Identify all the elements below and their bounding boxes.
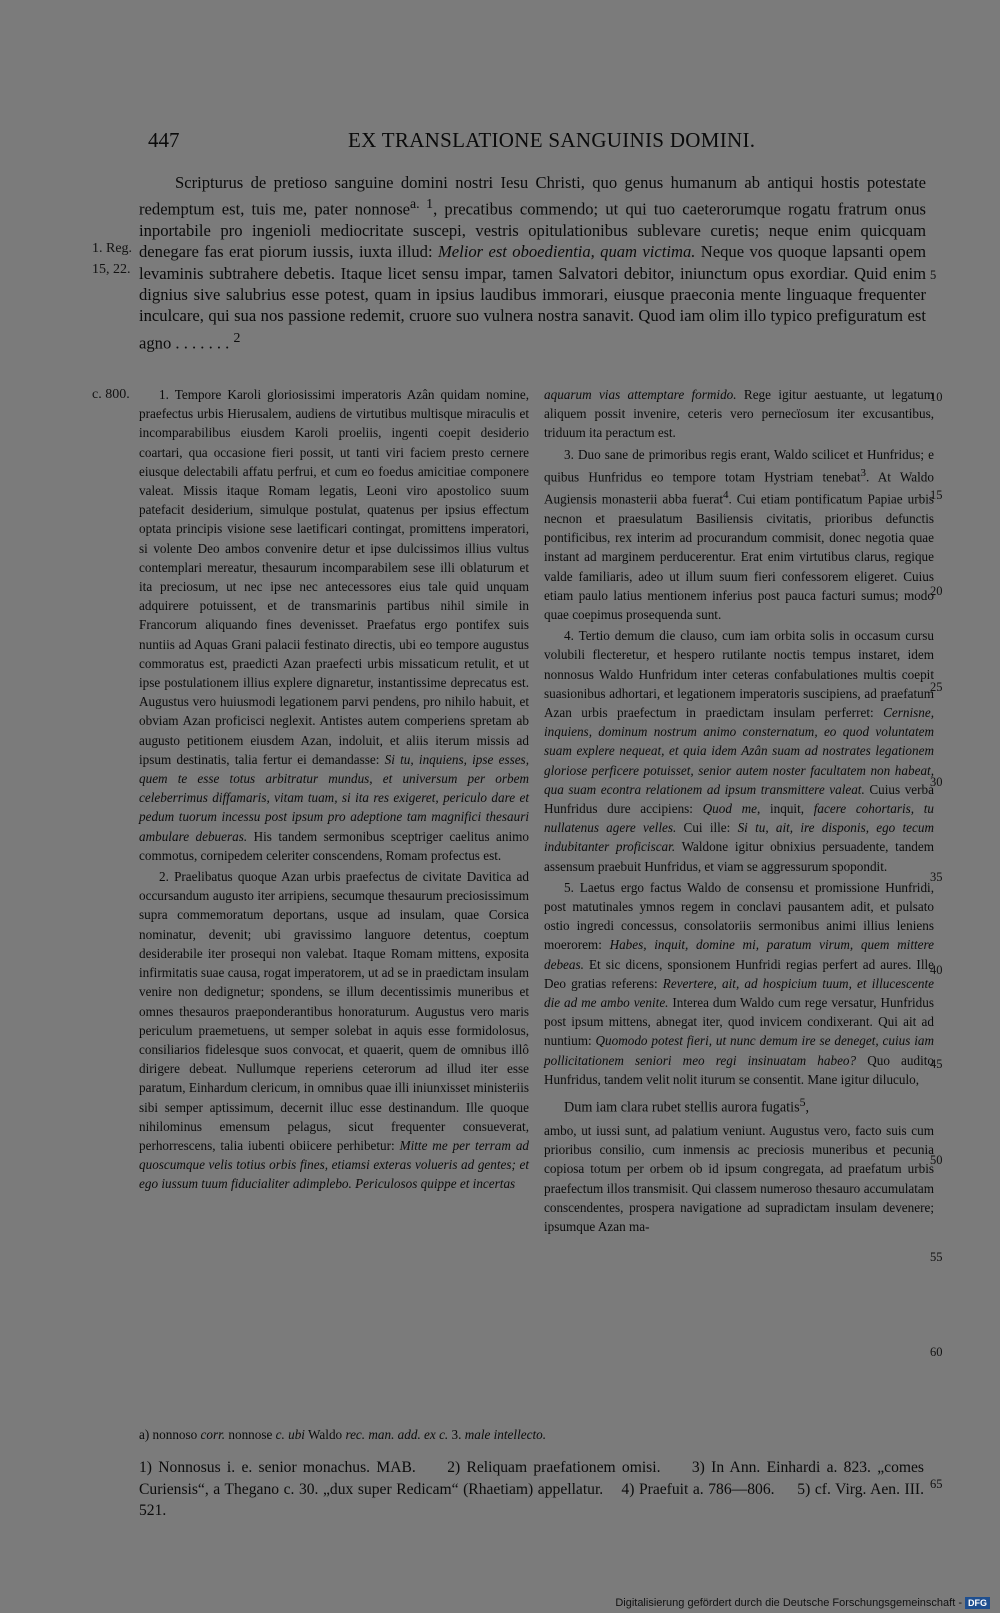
footnote-5: 5) cf. Virg. Aen. III. 521. xyxy=(139,1480,924,1519)
line-number: 25 xyxy=(930,680,943,694)
credit-text: Digitalisierung gefördert durch die Deutsche Forschungsgemeinschaft - xyxy=(615,1597,962,1609)
footnote-3: 3) In Ann. Einhardi a. 823. „comes Curiensis“, a Thegano c. 30. „dux super Redicam“ (Rhaetiam) appellatur. xyxy=(139,1459,924,1498)
margin-ref-verse: 15, 22. xyxy=(92,262,131,277)
line-number: 30 xyxy=(930,775,943,789)
note-abbrev: c. xyxy=(275,1427,285,1442)
chapter-text: Cuius verba Hunfridus dure accipiens: xyxy=(544,781,934,817)
chapter-number: 3. xyxy=(564,446,574,462)
line-number: 40 xyxy=(930,963,943,977)
footnote-ref-4[interactable]: 4 xyxy=(723,489,729,502)
chapter-text: Et sic dicens, sponsionem Hunfridi regias perfert ad aures. Ille Deo gratias referens: xyxy=(544,956,934,991)
note-text: 3. xyxy=(451,1427,462,1442)
chapter-quote: Quomodo potest fieri, ut nunc demum ire se deneget, cuius iam pollicitationem seniori meo regi insinuatam habeo? xyxy=(544,1033,934,1068)
verse-text: , xyxy=(805,1099,810,1116)
textual-note-a xyxy=(139,1427,919,1443)
footnote-1: 1) Nonnosus i. e. senior monachus. MAB. xyxy=(139,1459,416,1476)
chapter-quote: Revertere, ait, ad hospicium tuum, et illucescente die ad me ambo venite. xyxy=(544,975,934,1011)
chapter-number: 5. xyxy=(564,879,574,895)
chapter-text: His tandem sermonibus sceptriger caelitus animo commotus, cornipedem celeriter conscendens, Romam profectus est. xyxy=(139,828,530,863)
chapter-text: Cui ille: xyxy=(676,820,738,836)
chapter-text: , inquit, xyxy=(757,801,814,817)
line-number: 50 xyxy=(930,1153,943,1167)
line-number: 10 xyxy=(930,390,943,404)
chapter-quote: Quod me xyxy=(702,801,757,817)
chapter-quote: Si tu, inquiens, ipse esses, quem te esse totus arbitratur mundus, et universum per orbem celeberrimus diffamaris, vitam tuam, si ita res exigeret, periculo dare et pedum tuorum incessu post ipsum pro adeptione tam magnifici thesauri ambulare debueras. xyxy=(139,751,529,844)
footnote-2: 2) Reliquam praefationem omisi. xyxy=(447,1459,661,1476)
line-number: 45 xyxy=(930,1057,943,1071)
chapter-2-continued xyxy=(544,385,934,443)
note-text: nonnoso xyxy=(152,1427,198,1442)
chapter-text: . Cui etiam pontificatum Papiae urbis necnon et praesulatum Basiliensis civitatis, prioribus defunctis pontificibus, rex interim ad procurandum commisit, donec negotia quae instant ad marginem perducerentur. Erat enim virtutibus clarus, regique valde familiaris, adeo ut illum suum fieri confessorem eligeret. Cuius etiam paulo latius mentionem inferius post pauca facturi sumus; modo quae coepimus prosequenda sunt. xyxy=(544,491,934,623)
chapter-text: . At Waldo Augiensis monasterii abba fuerat xyxy=(544,469,934,507)
chapter-text: Waldone igitur obnixius persuadente, tandem assensum praebuit Hunfridus, et viam se aggressurum spopondit. xyxy=(544,839,934,874)
chapter-quote: Mitte me per terram ad quoscumque velis totius orbis fines, etiamsi exteras volueris ad gentes; et ego iussum tuum fiducialiter adimplebo. Periculosos quippe et incertas xyxy=(139,1137,530,1192)
chapter-text: Tempore Karoli gloriosissimi imperatoris Azân quidam nomine, praefectus urbis Hierusalem, audiens de virtutibus multisque miraculis et incomparabilibus eiusdem Karoli proeliis, ingenti coepit desiderio coartari, qua occasione fieri possit, ut tanti viri faciem presto cernere eiusque delectabili affatu perfrui, et cum eo foedus amicitiae componere valeat. Missis itaque Romam legatis, Leoni viro apostolico suum patefacit desiderium, simulque postulat, quatenus per ipsius effectum optata principis visione sese laetificari contingat, promittens imperatori, si volente Deo ambos convenire detur et ipse dulcissimos illius vultus contemplari mereatur, thesaurum incomparabilem sese illi oblaturum et ita preciosum, ut nec ipse nec antecessores eius tale quid unquam adquirere potuissent, et de transmarinis partibus nihil simile in Francorum aliquando fines devenisset. Praefatus ergo pontifex suis nuntiis ad Aquas Grani palacii festinato directis, ubi eo tempore augustus commoratus est, praedicti Azan praefecti urbis missaticum retulit, et ut ipse postulationem illius explere dignaretur, instantissime deprecatus est. Augustus vero huiusmodi legationem parvi pendens, pro nihilo habuit, et obviam Azan proficisci neglexit. Antistes autem comperiens spretam ab augusto petitionem eiusdem Azan, indoluit, et aliis iterum missis ad ipsum destinatis, talia fertur ei demandasse: xyxy=(139,387,530,767)
chapter-text: ambo, ut iussi sunt, ad palatium veniunt. Augustus vero, facto suis cum prioribus consilio, cum inmensis ac preciosis muneribus et pecunia copiosa totum per orbem ob id ipsum congregata, ad praefatum urbis praefectum illos transmisit. Qui classem numeroso thesauro accumulatam conscendentes, prospera navigatione ad supradictam insulam devenere; ipsumque Azan ma- xyxy=(544,1123,934,1235)
note-abbrev: ubi xyxy=(288,1427,305,1442)
footnote-ref-5[interactable]: 5 xyxy=(799,1095,806,1110)
note-text: Waldo xyxy=(308,1427,343,1442)
chapter-text: Interea dum Waldo cum rege versatur, Hunfridus post ipsum mittens, abnegat iter, quod invicem condixerant. Qui ait ad nuntium: xyxy=(544,995,934,1049)
margin-ref-book: 1. Reg. xyxy=(92,241,133,256)
chapter-text: Quo audito Hunfridus, tandem velit nolit iturum se consentit. Mane igitur diluculo, xyxy=(544,1052,934,1087)
line-number: 20 xyxy=(930,584,943,598)
chapter-3 xyxy=(544,445,934,625)
chapter-text: Laetus ergo factus Waldo de consensu et promissione Hunfridi, post matutinales ymnos regem in conclavi pausantem adit, et pulsato ostio ingredi concessus, consolatoriis sermonibus animi illius leniens moerorem: xyxy=(544,879,935,953)
chapter-text: Praelibatus quoque Azan urbis praefectus de civitate Davitica ad occursandum augusto iter arripiens, secumque thesaurum preciosissimum supra commemoratum deportans, usque ad insulam, quae Corsica nominatur, devenit; ubi gravissimo languore detentus, coeptum desiderabile iter prosequi non valebat. Itaque Romam mittens, exposita infirmitatis suae causa, rogat imperatorem, ut ad se in praedictam insulam venire non dedignetur; spondens, se illum decentissimis muneribus et omnes thesauros praeponderantibus honoraturum. Augustus vero maris periculum praemetuens, ut semper solebat in aquis esse formidolosus, consiliarios fidelesque suos convocat, et quaerit, quem de omnibus illô dirigere debeat. Nullumque reperiens ceterorum ad illud iter esse paratum, Einhardum clericum, in omnibus quae illi iniunxisset ministeriis sibi semper aptissimum, decernit illuc esse destinandum. Ille quoque nihilominus emensum pelagus, sicut frequenter consueverat, perhorrescens, talia iubenti obiicere perhibetur: xyxy=(139,869,529,1153)
footnote-ref-3[interactable]: 3 xyxy=(860,466,867,479)
chapter-quote: Habes, inquit, domine mi, paratum virum, quem mittere debeas. xyxy=(544,937,934,972)
preface-paragraph xyxy=(139,172,926,353)
chapter-number: 4. xyxy=(564,628,574,644)
chapter-number: 2. xyxy=(159,869,169,885)
left-column xyxy=(139,385,529,1194)
footnote-ref-a1[interactable]: a. 1 xyxy=(410,196,434,212)
chapter-text: Rege igitur aestuante, ut legatum aliquem possit invenire, ceteris vero pernecïosum iter excusantibus, triduum ita peractum est. xyxy=(544,387,934,441)
chapter-quote: facere cohortaris, tu nullatenus agere velles. xyxy=(544,801,935,836)
note-abbrev: corr. xyxy=(200,1427,226,1442)
line-number: 60 xyxy=(930,1345,943,1359)
verse-text: Dum iam clara rubet stellis aurora fugatis xyxy=(564,1099,800,1116)
chapter-number: 1. xyxy=(159,387,169,402)
chapter-5 xyxy=(544,878,934,1089)
note-label: a) xyxy=(139,1427,150,1442)
line-number: 35 xyxy=(930,870,943,884)
chapter-quote: aquarum vias attemptare formido. xyxy=(544,387,737,402)
note-abbrev: male intellecto. xyxy=(464,1427,546,1442)
chapter-text: Duo sane de primoribus regis erant, Waldo scilicet et Hunfridus; e quibus Hunfridus eo tempore totam Hystriam tenebat xyxy=(544,446,935,485)
preface-text-2: , precatibus commendo; ut qui tuo caeterorumque rogatu fratrum onus inportabile pro ingenioli mediocritate suscepi, vestris opitulationibus sublevare curetis; neque enim quicquam denegare fas erat piorum iussis, iuxta illud: xyxy=(139,199,926,262)
chapter-5-continued xyxy=(544,1121,934,1236)
verse-quotation xyxy=(544,1093,934,1118)
chapter-text: Tertio demum die clauso, cum iam orbita solis in occasum cursu volubili flecteretur, et hespero rutilante noctis tempus instaret, idem nonnosus Waldo Hunfridum inter ceteras confabulationes multis coepit suasionibus adhortari, et legationem imperatoris suscipiens, ad praefatum Azan urbis praefectum in praedictam insulam perferret: xyxy=(544,628,934,721)
footnotes xyxy=(139,1457,924,1522)
page-number: 447 xyxy=(148,128,180,152)
line-number: 55 xyxy=(930,1250,943,1264)
line-number: 65 xyxy=(930,1477,943,1491)
digitization-credit xyxy=(615,1597,990,1609)
dfg-logo-icon[interactable]: DFG xyxy=(965,1597,990,1609)
running-title: EX TRANSLATIONE SANGUINIS DOMINI. xyxy=(348,128,756,152)
preface-text-3: Neque vos quoque lapsanti opem levaminis subtrahere debetis. Itaque licet sensu impar, tamen Salvatori debitor, iniunctum opus exordiar. Quid enim dignius sive salubrius esse potest, quam in ipsius laudibus immorari, eiusque praeconia mente linguaque frequenter inculcare, qui sua nos passione redemit, cruore suo vulnera nostra sanavit. Quod iam olim illo typico prefiguratum est agno . . . . . . . xyxy=(139,242,926,353)
chapter-1 xyxy=(139,385,529,865)
note-abbrev: rec. man. add. ex c. xyxy=(345,1427,449,1442)
chapter-2 xyxy=(139,867,529,1193)
chapter-quote: Si tu, ait, ire disponis, ego tecum indubitanter proficiscar. xyxy=(544,820,935,855)
line-number: 15 xyxy=(930,488,943,502)
chapter-4 xyxy=(544,626,934,876)
margin-date: c. 800. xyxy=(92,387,130,402)
page-header xyxy=(0,128,1000,162)
line-number: 5 xyxy=(930,268,937,282)
footnote-4: 4) Praefuit a. 786—806. xyxy=(621,1480,775,1498)
note-text: nonnose xyxy=(228,1427,273,1442)
footnote-ref-2[interactable]: 2 xyxy=(233,329,241,345)
preface-text-1: Scripturus de pretioso sanguine domini nostri Iesu Christi, quo genus humanum ab antiqui hostis potestate redemptum est, tuis me, pater nonnose xyxy=(139,173,926,219)
right-column xyxy=(544,385,934,1236)
preface-quote: Melior est oboedientia, quam victima. xyxy=(437,242,696,262)
chapter-quote: Cernisne, inquiens, dominum nostrum animo consternatum, eo quod voluntatem suam explere nequeat, et quia idem Azân suam ad nostrates legationem gloriose perficere potuisset, senior autem noster facultatem non habeat, qua suam econtra relationem ad ipsum transmittere valeat. xyxy=(544,705,934,797)
